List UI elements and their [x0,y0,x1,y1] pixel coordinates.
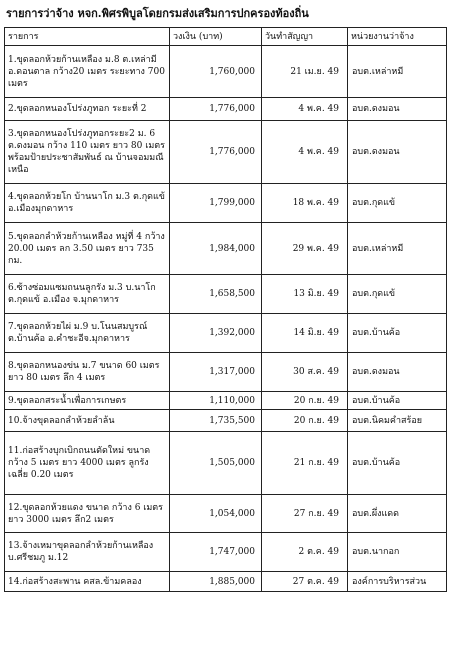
cell-amount: 1,747,000 [170,533,262,572]
cell-date: 4 พ.ค. 49 [262,98,348,121]
cell-amount: 1,984,000 [170,223,262,275]
cell-desc: 2.ขุดลอกหนองโปร่งภูทอก ระยะที่ 2 [5,98,170,121]
cell-amount: 1,776,000 [170,98,262,121]
cell-date: 20 ก.ย. 49 [262,410,348,432]
cell-desc: 1.ขุดลอกห้วยก้านเหลือง ม.8 ต.เหล่ามี อ.ดอนตาล กว้าง20 เมตร ระยะทาง 700 เมตร [5,46,170,98]
cell-amount: 1,799,000 [170,184,262,223]
table-row [5,98,447,121]
cell-amount: 1,885,000 [170,572,262,592]
cell-org: อบต.กุดแข้ [348,275,447,314]
cell-org: อบต.ดงมอน [348,121,447,184]
cell-date: 29 พ.ค. 49 [262,223,348,275]
cell-org: อบต.บ้านค้อ [348,432,447,495]
table-row [5,572,447,592]
cell-org: อบต.ดงมอน [348,353,447,392]
cell-amount: 1,392,000 [170,314,262,353]
cell-desc: 8.ขุดลอกหนองข่น ม.7 ขนาด 60 เมตร ยาว 80 เมตร ลึก 4 เมตร [5,353,170,392]
cell-date: 21 เม.ย. 49 [262,46,348,98]
cell-desc: 3.ขุดลอกหนองโปร่งภูทอกระยะ2 ม. 6 ต.ดงมอน กว้าง 110 เมตร ยาว 80 เมตร พร้อมป้ายประชาสัมพันธ์ ณ บ้านจอมมณีเหนือ [5,121,170,184]
cell-amount: 1,110,000 [170,392,262,410]
table-header-row [5,28,447,46]
header-agency: หน่วยงานว่าจ้าง [348,28,447,46]
cell-org: อบต.ดงมอน [348,98,447,121]
table-row [5,432,447,495]
cell-org: อบต.เหล่าหมี [348,223,447,275]
cell-date: 27 ต.ค. 49 [262,572,348,592]
table-row [5,495,447,533]
cell-desc: 10.จ้างขุดลอกลำห้วยลำล้น [5,410,170,432]
cell-amount: 1,505,000 [170,432,262,495]
table-row [5,121,447,184]
cell-desc: 12.ขุดลอกห้วยแดง ขนาด กว้าง 6 เมตร ยาว 3000 เมตร ลึก2 เมตร [5,495,170,533]
cell-date: 21 ก.ย. 49 [262,432,348,495]
cell-desc: 11.ก่อสร้างบุกเบิกถนนตัดใหม่ ขนาดกว้าง 5 เมตร ยาว 4000 เมตร ลูกรังเฉลี่ย 0.20 เมตร [5,432,170,495]
cell-org: อบต.เหล่าหมี [348,46,447,98]
cell-amount: 1,658,500 [170,275,262,314]
table-row [5,223,447,275]
header-item: รายการ [5,28,170,46]
cell-amount: 1,054,000 [170,495,262,533]
cell-date: 30 ส.ค. 49 [262,353,348,392]
document-title: รายการว่าจ้าง หจก.พิศรพิบูลโดยกรมส่งเสริมการปกครองท้องถิ่น [6,7,309,20]
cell-org: อบต.บ้านค้อ [348,314,447,353]
cell-desc: 4.ขุดลอกห้วยโก บ้านนาโก ม.3 ต.กุดแข้ อ.เมืองมุกดาหาร [5,184,170,223]
cell-org: อบต.กุดแข้ [348,184,447,223]
cell-date: 13 มิ.ย. 49 [262,275,348,314]
cell-org: อบต.บ้านค้อ [348,392,447,410]
cell-amount: 1,735,500 [170,410,262,432]
cell-desc: 14.ก่อสร้างสะพาน คสล.ข้ามคลอง [5,572,170,592]
cell-date: 14 มิ.ย. 49 [262,314,348,353]
cell-org: อบต.ผึ่งแดด [348,495,447,533]
table-row [5,314,447,353]
table-row [5,410,447,432]
cell-desc: 7.ขุดลอกห้วยไผ่ ม.9 บ.โนนสมบูรณ์ ต.บ้านค้อ อ.คำชะอีจ.มุกดาหาร [5,314,170,353]
table-row [5,353,447,392]
table-row [5,533,447,572]
table-row [5,275,447,314]
contract-table [4,27,447,592]
cell-date: 20 ก.ย. 49 [262,392,348,410]
cell-date: 27 ก.ย. 49 [262,495,348,533]
cell-desc: 5.ขุดลอกลำห้วยก้านเหลือง หมู่ที่ 4 กว้าง 20.00 เมตร ลก 3.50 เมตร ยาว 735 กม. [5,223,170,275]
cell-date: 18 พ.ค. 49 [262,184,348,223]
cell-org: องค์การบริหารส่วน [348,572,447,592]
cell-amount: 1,317,000 [170,353,262,392]
header-amount: วงเงิน (บาท) [170,28,262,46]
cell-desc: 13.จ้างเหมาขุดลอกลำห้วยก้านเหลือง บ.ศรีชมภู ม.12 [5,533,170,572]
table-row [5,46,447,98]
table-row [5,392,447,410]
cell-desc: 9.ขุดลอกสระน้ำเพื่อการเกษตร [5,392,170,410]
header-date: วันทำสัญญา [262,28,348,46]
cell-amount: 1,760,000 [170,46,262,98]
cell-desc: 6.ซ้างซ่อมแซมถนนลูกรัง ม.3 บ.นาโก ต.กุดแข้ อ.เมือง จ.มุกดาหาร [5,275,170,314]
cell-org: อบต.นากอก [348,533,447,572]
cell-date: 4 พ.ค. 49 [262,121,348,184]
cell-amount: 1,776,000 [170,121,262,184]
cell-org: อบต.นิคมคำสร้อย [348,410,447,432]
cell-date: 2 ต.ค. 49 [262,533,348,572]
table-row [5,184,447,223]
